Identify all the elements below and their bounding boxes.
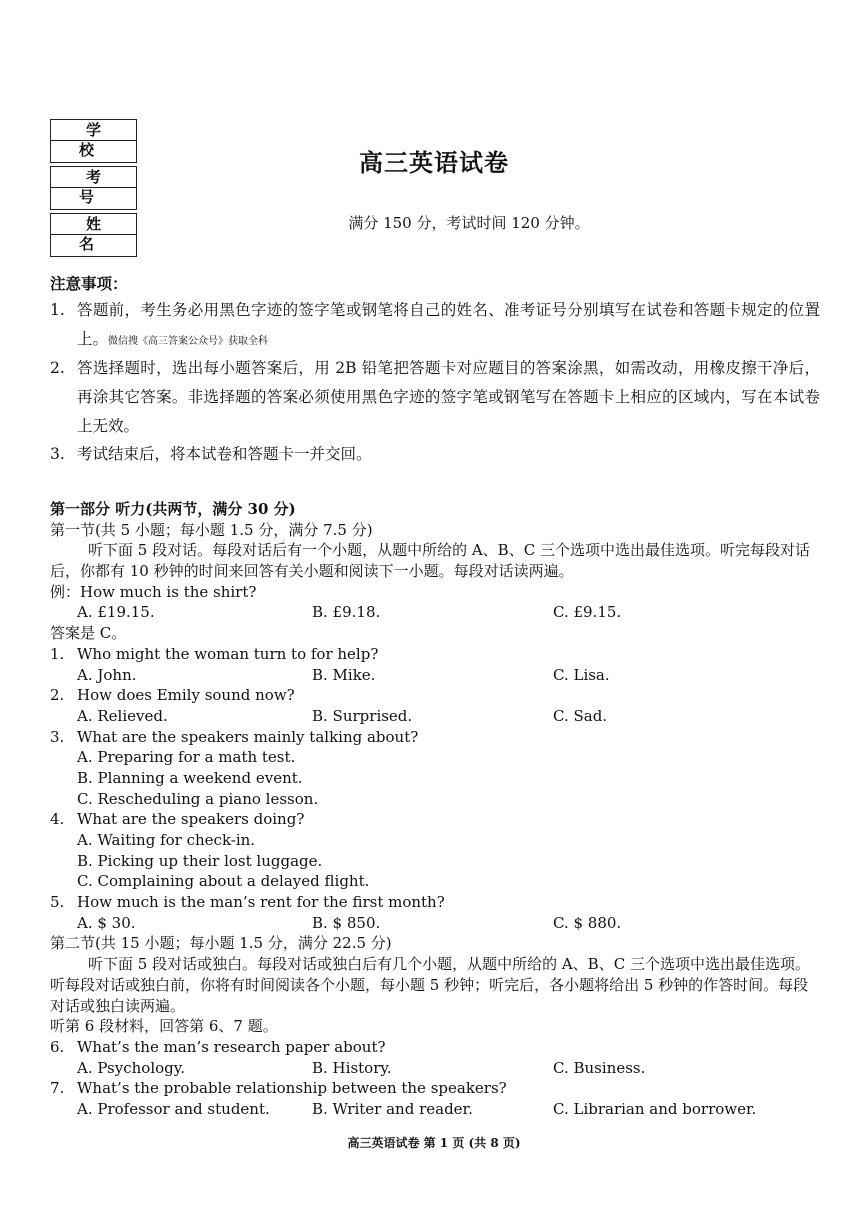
option-c: C. Sad.: [553, 706, 608, 725]
option-b-text: B. Planning a weekend event.: [77, 768, 303, 787]
option-c: C. Librarian and borrower.: [553, 1100, 757, 1119]
notice-number: 2.: [50, 359, 65, 377]
option-b: B. Writer and reader.: [312, 1100, 473, 1119]
question-2-options: [50, 706, 820, 727]
example-option-a: A. £19.15.: [77, 603, 155, 622]
exam-number-label: 考 号: [51, 167, 136, 188]
question-5-options: [50, 913, 820, 934]
notice-text: 考试结束后，将本试卷和答题卡一并交回。: [77, 445, 372, 463]
option-b: [50, 768, 820, 789]
option-b: B. History.: [312, 1058, 392, 1077]
notice-note: 微信搜《高三答案公众号》获取全科: [108, 336, 269, 347]
option-c-text: C. Rescheduling a piano lesson.: [77, 789, 319, 808]
option-a: [50, 830, 820, 851]
option-b-text: B. Picking up their lost luggage.: [77, 851, 323, 870]
question-text: What’s the probable relationship between the speakers?: [77, 1079, 507, 1098]
question-text: What are the speakers mainly talking about?: [77, 727, 419, 746]
question-number: 4.: [50, 810, 65, 829]
notice-number: 1.: [50, 301, 65, 319]
option-c: C. Lisa.: [553, 665, 610, 684]
notice-text: 答选择题时，选出每小题答案后，用 2B 铅笔把答题卡对应题目的答案涂黑，如需改动，用橡皮擦干净后，再涂其它答案。非选择题的答案必须使用黑色字迹的签字笔或钢笔写在答题卡上相应的区域内，写在本试卷上无效。: [77, 359, 820, 435]
option-c-text: C. Complaining about a delayed flight.: [77, 872, 370, 891]
example-option-b: B. £9.18.: [312, 603, 381, 622]
section-instructions: 听下面 5 段对话或独白。每段对话或独白后有几个小题，从题中所给的 A、B、C 三个选项中选出最佳选项。听每段对话或独白前，你将有时间阅读各个小题，每小题 5 秒钟；听完后，各小题将给出 5 秒钟的作答时间。每段对话或独白读两遍。: [50, 955, 810, 1015]
question-6: [50, 1037, 820, 1058]
question-number: 7.: [50, 1079, 65, 1098]
option-b: B. Surprised.: [312, 706, 413, 725]
notice-heading: 注意事项：: [50, 274, 128, 293]
option-c: C. Business.: [553, 1058, 646, 1077]
question-3: [50, 727, 820, 748]
notice-number: 3.: [50, 445, 65, 463]
section-instructions: 听下面 5 段对话。每段对话后有一个小题，从题中所给的 A、B、C 三个选项中选出最佳选项。听完每段对话后，你都有 10 秒钟的时间来回答有关小题和阅读下一小题。每段对话读两遍。: [50, 541, 810, 581]
option-a-text: A. Preparing for a math test.: [77, 748, 296, 767]
option-a: A. Relieved.: [77, 706, 168, 725]
example-options: [50, 602, 820, 623]
question-5: [50, 892, 820, 913]
option-b: [50, 851, 820, 872]
question-text: How much is the man’s rent for the first month?: [77, 893, 445, 912]
question-number: 1.: [50, 644, 65, 663]
question-4: [50, 809, 820, 830]
question-text: What’s the man’s research paper about?: [77, 1037, 386, 1056]
question-number: 6.: [50, 1037, 65, 1056]
question-2: [50, 685, 820, 706]
option-a: A. Professor and student.: [77, 1100, 270, 1119]
option-c: C. $ 880.: [553, 913, 622, 932]
question-7-options: [50, 1099, 820, 1120]
question-text: Who might the woman turn to for help?: [77, 644, 379, 663]
section-title: 第一节(共 5 小题；每小题 1.5 分，满分 7.5 分): [50, 520, 373, 539]
example-question: 例：How much is the shirt?: [50, 582, 257, 601]
question-text: What are the speakers doing?: [77, 810, 305, 829]
option-c: [50, 789, 820, 810]
option-a: [50, 747, 820, 768]
question-1-options: [50, 665, 820, 686]
page-title: 高三英语试卷: [359, 148, 509, 177]
option-b: B. Mike.: [312, 665, 376, 684]
question-text: How does Emily sound now?: [77, 686, 295, 705]
option-c: [50, 871, 820, 892]
section-title: 第二节(共 15 小题；每小题 1.5 分，满分 22.5 分): [50, 934, 392, 953]
question-number: 5.: [50, 893, 65, 912]
question-6-options: [50, 1058, 820, 1079]
notice-text: 答题前，考生务必用黑色字迹的签字笔或钢笔将自己的姓名、准考证号分别填写在试卷和答题卡规定的位置上。: [77, 301, 820, 348]
exam-info: 满分 150 分，考试时间 120 分钟。: [348, 214, 590, 232]
question-1: [50, 644, 820, 665]
question-number: 3.: [50, 727, 65, 746]
option-a-text: A. Waiting for check-in.: [77, 831, 256, 850]
material-heading: 听第 6 段材料，回答第 6、7 题。: [50, 1017, 278, 1036]
notice-item-3: [50, 440, 820, 469]
option-a: A. $ 30.: [77, 913, 136, 932]
question-7: [50, 1078, 820, 1099]
option-a: A. Psychology.: [77, 1058, 186, 1077]
notice-item-2: [50, 354, 820, 441]
school-label: 学 校: [51, 120, 136, 141]
option-a: A. John.: [77, 665, 137, 684]
listening-part: [50, 499, 820, 1120]
notice-item-1: [50, 296, 820, 356]
page-footer: 高三英语试卷 第 1 页 (共 8 页): [347, 1136, 521, 1150]
option-b: B. $ 850.: [312, 913, 381, 932]
question-number: 2.: [50, 686, 65, 705]
example-answer: 答案是 C。: [50, 624, 127, 643]
part-title: 第一部分 听力(共两节，满分 30 分): [50, 500, 296, 518]
name-label: 姓 名: [51, 214, 136, 235]
example-option-c: C. £9.15.: [553, 603, 622, 622]
